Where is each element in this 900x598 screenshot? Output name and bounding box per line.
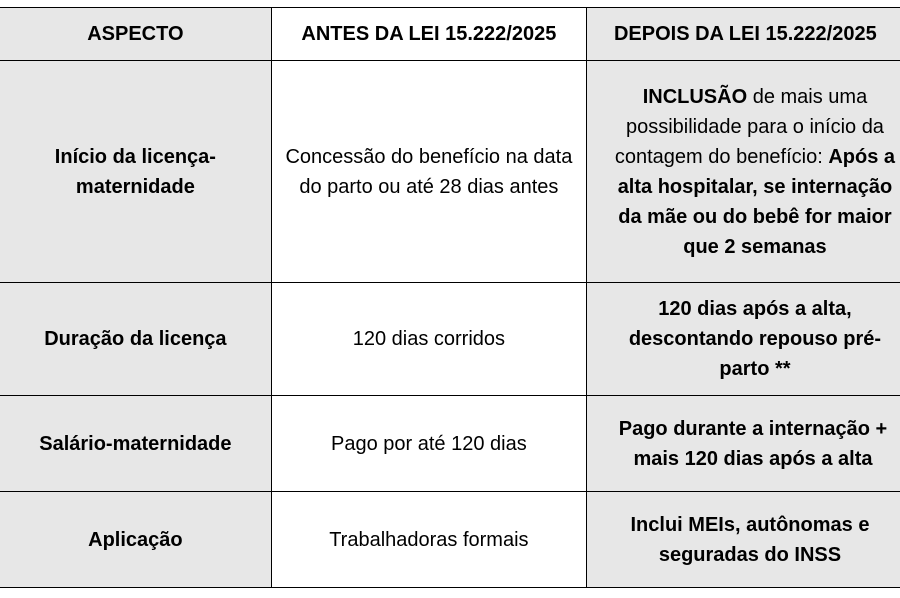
row-depois-duracao: 120 dias após a alta, descontando repouso pré-parto **: [586, 283, 900, 396]
header-aspecto: ASPECTO: [0, 8, 271, 61]
row-antes-duracao: 120 dias corridos: [271, 283, 586, 396]
table-row: [0, 61, 900, 283]
row-aspecto-duracao: Duração da licença: [0, 283, 271, 396]
header-depois: DEPOIS DA LEI 15.222/2025: [586, 8, 900, 61]
header-antes: ANTES DA LEI 15.222/2025: [271, 8, 586, 61]
comparison-table: [0, 7, 900, 588]
depois-inclusao-tail: Após a alta hospitalar, se internação da mãe ou do bebê for maior que 2 semanas: [617, 145, 896, 258]
table-row: [0, 396, 900, 492]
table-row: [0, 492, 900, 588]
row-aspecto-aplicacao: Aplicação: [0, 492, 271, 588]
row-aspecto-inicio: Início da licença-maternidade: [0, 61, 271, 283]
row-antes-inicio: Concessão do benefício na data do parto ou até 28 dias antes: [271, 61, 586, 283]
row-aspecto-salario: Salário-maternidade: [0, 396, 271, 492]
row-depois-inicio: [586, 61, 900, 283]
row-depois-salario: Pago durante a internação + mais 120 dias após a alta: [586, 396, 900, 492]
depois-inclusao-normal: de mais uma possibilidade para o início da contagem do benefício:: [614, 85, 884, 168]
row-antes-salario: Pago por até 120 dias: [271, 396, 586, 492]
row-depois-aplicacao: Inclui MEIs, autônomas e seguradas do INSS: [586, 492, 900, 588]
table-header-row: [0, 8, 900, 61]
row-antes-aplicacao: Trabalhadoras formais: [271, 492, 586, 588]
depois-inclusao-lead: INCLUSÃO: [642, 85, 748, 108]
table-row: [0, 283, 900, 396]
